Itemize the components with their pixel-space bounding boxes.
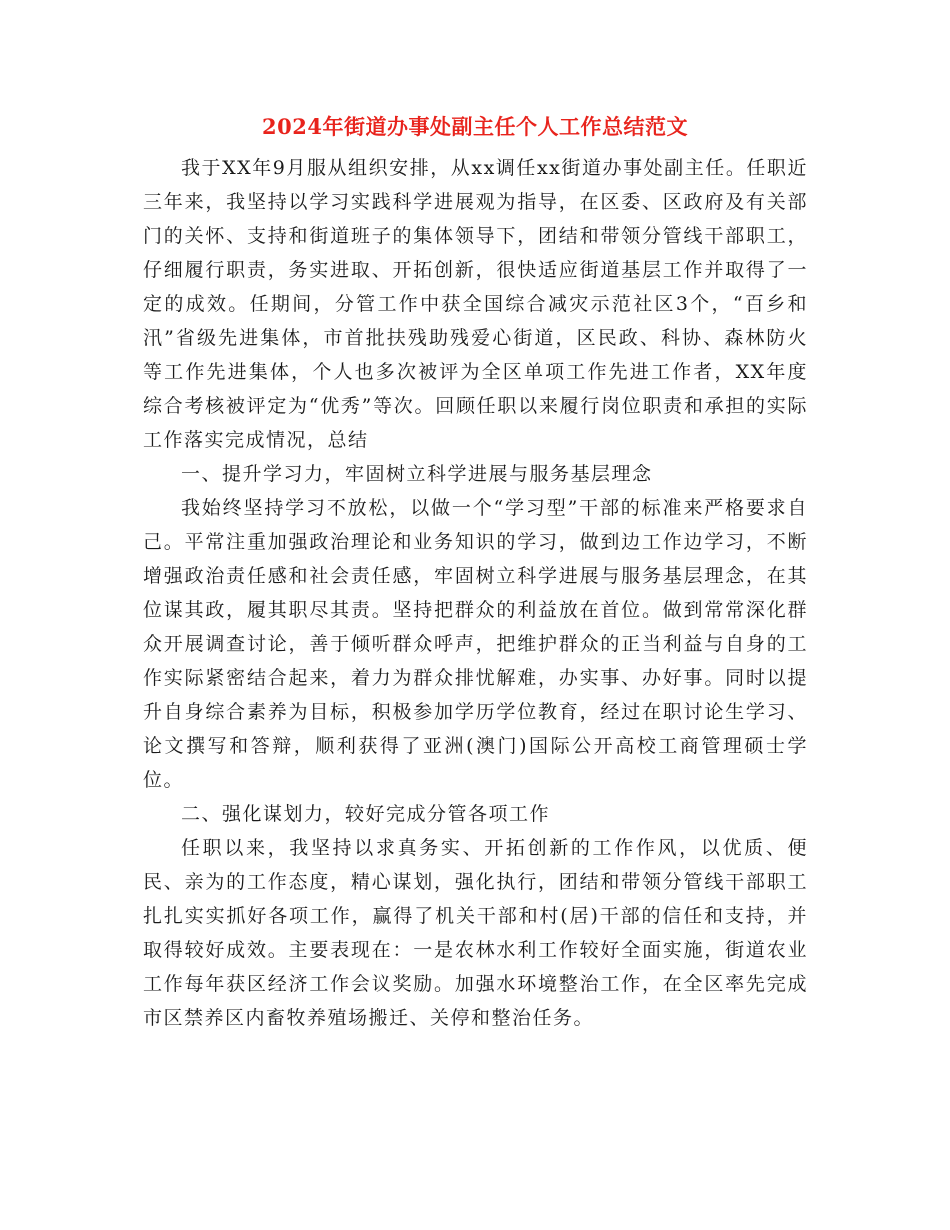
- section-heading-1: 一、提升学习力，牢固树立科学进展与服务基层理念: [181, 463, 653, 485]
- document-body: [143, 151, 808, 1035]
- paragraph-section-1: 我始终坚持学习不放松，以做一个“学习型”干部的标准来严格要求自己。平常注重加强政治理论和业务知识的学习，做到边工作边学习，不断增强政治责任感和社会责任感，牢固树立科学进展与服务基层理念，在其位谋其政，履其职尽其责。坚持把群众的利益放在首位。做到常常深化群众开展调查讨论，善于倾听群众呼声，把维护群众的正当利益与自身的工作实际紧密结合起来，着力为群众排忧解难，办实事、办好事。同时以提升自身综合素养为目标，积极参加学历学位教育，经过在职讨论生学习、论文撰写和答辩，顺利获得了亚洲(澳门)国际公开高校工商管理硕士学位。: [143, 497, 808, 791]
- section-heading-2: 二、强化谋划力，较好完成分管各项工作: [181, 803, 551, 825]
- document-title: 2024年街道办事处副主任个人工作总结范文: [262, 114, 688, 139]
- paragraph-intro: 我于XX年9月服从组织安排，从xx调任xx街道办事处副主任。任职近三年来，我坚持以学习实践科学进展观为指导，在区委、区政府及有关部门的关怀、支持和街道班子的集体领导下，团结和带领分管线干部职工，仔细履行职责，务实进取、开拓创新，很快适应街道基层工作并取得了一定的成效。任期间，分管工作中获全国综合减灾示范社区3个，“百乡和汛”省级先进集体，市首批扶残助残爱心街道，区民政、科协、森林防火等工作先进集体，个人也多次被评为全区单项工作先进工作者，XX年度综合考核被评定为“优秀”等次。回顾任职以来履行岗位职责和承担的实际工作落实完成情况，总结: [143, 157, 808, 451]
- paragraph-section-2: 任职以来，我坚持以求真务实、开拓创新的工作作风，以优质、便民、亲为的工作态度，精心谋划，强化执行，团结和带领分管线干部职工扎扎实实抓好各项工作，赢得了机关干部和村(居)干部的信任和支持，并取得较好成效。主要表现在：一是农林水利工作较好全面实施，街道农业工作每年获区经济工作会议奖励。加强水环境整治工作，在全区率先完成市区禁养区内畜牧养殖场搬迁、关停和整治任务。: [143, 837, 808, 1029]
